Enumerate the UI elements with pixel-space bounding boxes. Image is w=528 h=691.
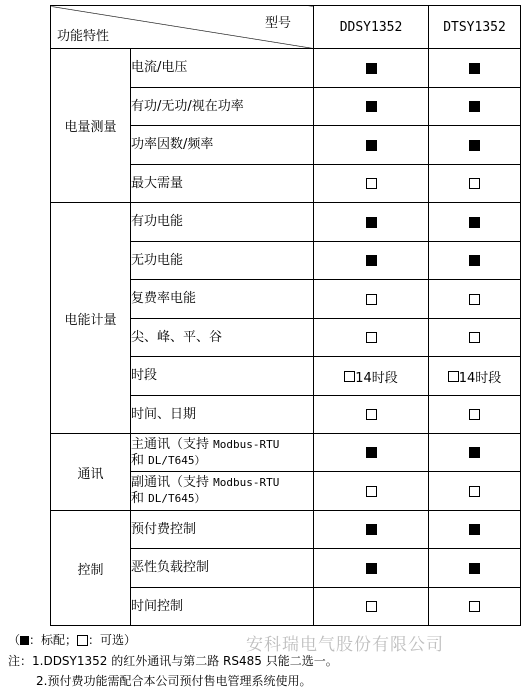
feature-cell: 有功/无功/视在功率 [131, 88, 314, 126]
feature-cell: 时间控制 [131, 588, 314, 626]
ddsy1352-value-cell [314, 396, 429, 434]
feature-header-label: 功能特性 [57, 29, 110, 44]
ddsy1352-value-cell [314, 511, 429, 549]
dtsy1352-value-cell [429, 88, 521, 126]
category-cell: 电量测量 [51, 49, 131, 203]
dtsy1352-value-cell [429, 472, 521, 511]
filled-square-icon [366, 255, 377, 266]
dtsy1352-value-cell [429, 396, 521, 434]
table-row [51, 511, 521, 549]
dtsy1352-value-cell [429, 49, 521, 88]
empty-square-icon [366, 332, 377, 343]
dtsy1352-value-cell [429, 165, 521, 203]
dtsy1352-value-cell [429, 434, 521, 472]
ddsy1352-value-cell [314, 49, 429, 88]
ddsy1352-value-cell [314, 242, 429, 280]
filled-square-icon [366, 140, 377, 151]
dtsy1352-value-cell [429, 511, 521, 549]
filled-square-icon [366, 63, 377, 74]
table-row [51, 434, 521, 472]
filled-square-icon [469, 101, 480, 112]
dtsy1352-value-cell [429, 203, 521, 242]
ddsy1352-value-cell [314, 280, 429, 319]
feature-cell: 尖、峰、平、谷 [131, 319, 314, 357]
model-dtsy1352-header: DTSY1352 [429, 6, 521, 49]
table-row [51, 203, 521, 242]
ddsy1352-value-cell [314, 165, 429, 203]
header-diagonal-cell [51, 6, 314, 49]
category-cell: 通讯 [51, 434, 131, 511]
empty-square-icon [469, 332, 480, 343]
dtsy1352-value-cell [429, 319, 521, 357]
filled-square-icon [366, 217, 377, 228]
category-cell: 电能计量 [51, 203, 131, 434]
category-cell: 控制 [51, 511, 131, 626]
feature-cell: 电流/电压 [131, 49, 314, 88]
feature-cell: 预付费控制 [131, 511, 314, 549]
empty-square-icon [366, 294, 377, 305]
filled-square-icon [469, 524, 480, 535]
filled-square-icon [469, 255, 480, 266]
feature-cell: 复费率电能 [131, 280, 314, 319]
feature-cell [131, 434, 314, 472]
empty-square-icon [366, 409, 377, 420]
feature-spec-table [50, 5, 521, 626]
protocol-text: DL/T645） [148, 492, 206, 505]
ddsy1352-value-cell [314, 357, 429, 396]
ddsy1352-value-cell [314, 88, 429, 126]
empty-square-icon [366, 178, 377, 189]
dtsy1352-value-cell [429, 280, 521, 319]
feature-text: 主通讯（支持 [131, 436, 210, 452]
time-segment-text: 14时段 [458, 370, 502, 386]
note-1: 注：1.DDSY1352 的红外通讯与第二路 RS485 只能二选一。 [8, 654, 338, 668]
ddsy1352-value-cell [314, 434, 429, 472]
dtsy1352-value-cell [429, 549, 521, 588]
empty-square-icon [469, 601, 480, 612]
filled-square-icon [469, 217, 480, 228]
feature-cell: 时间、日期 [131, 396, 314, 434]
time-segment-text: 14时段 [355, 370, 398, 386]
filled-square-icon [469, 563, 480, 574]
feature-text: 和 [131, 452, 145, 468]
note-2: 2.预付费功能需配合本公司预付售电管理系统使用。 [36, 674, 312, 688]
filled-square-icon [469, 140, 480, 151]
model-header-label: 型号 [264, 16, 291, 31]
ddsy1352-value-cell [314, 472, 429, 511]
feature-text: 副通讯（支持 [131, 475, 210, 490]
dtsy1352-value-cell [429, 588, 521, 626]
filled-square-icon [20, 636, 29, 645]
ddsy1352-value-cell [314, 203, 429, 242]
dtsy1352-value-cell [429, 357, 521, 396]
filled-square-icon [469, 63, 480, 74]
empty-square-icon [469, 178, 480, 189]
ddsy1352-value-cell [314, 588, 429, 626]
protocol-text: DL/T645） [148, 453, 206, 467]
feature-cell: 恶性负载控制 [131, 549, 314, 588]
feature-cell: 时段 [131, 357, 314, 396]
ddsy1352-value-cell [314, 549, 429, 588]
empty-square-icon [469, 486, 480, 497]
feature-cell: 功率因数/频率 [131, 126, 314, 165]
feature-cell: 最大需量 [131, 165, 314, 203]
empty-square-icon [366, 601, 377, 612]
empty-square-icon [77, 635, 88, 646]
table-row [51, 49, 521, 88]
filled-square-icon [366, 101, 377, 112]
model-ddsy1352-header: DDSY1352 [314, 6, 429, 49]
dtsy1352-value-cell [429, 242, 521, 280]
protocol-text: Modbus-RTU [213, 437, 280, 451]
feature-cell [131, 472, 314, 511]
ddsy1352-value-cell [314, 319, 429, 357]
filled-square-icon [366, 524, 377, 535]
table-header-row [51, 6, 521, 49]
empty-square-icon [344, 371, 355, 382]
feature-cell: 无功电能 [131, 242, 314, 280]
empty-square-icon [448, 371, 459, 382]
empty-square-icon [469, 294, 480, 305]
empty-square-icon [366, 486, 377, 497]
ddsy1352-value-cell [314, 126, 429, 165]
feature-text: 和 [131, 491, 145, 506]
dtsy1352-value-cell [429, 126, 521, 165]
empty-square-icon [469, 409, 480, 420]
company-watermark: 安科瑞电气股份有限公司 [246, 635, 444, 655]
feature-cell: 有功电能 [131, 203, 314, 242]
filled-square-icon [366, 447, 377, 458]
filled-square-icon [469, 447, 480, 458]
filled-square-icon [366, 563, 377, 574]
legend: （ ：标配； ：可选） [8, 633, 137, 647]
protocol-text: Modbus-RTU [213, 476, 280, 489]
